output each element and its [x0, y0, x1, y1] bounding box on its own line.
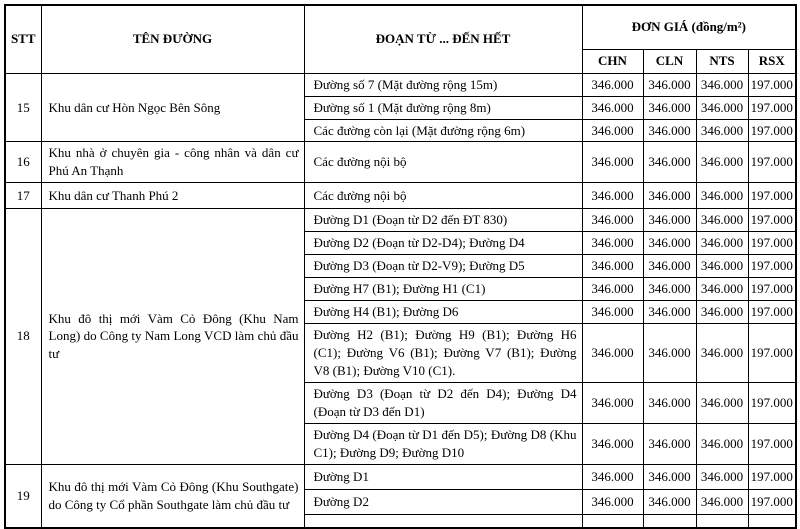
street-name-cell: Khu dân cư Hòn Ngọc Bên Sông	[41, 73, 304, 142]
land-price-table	[4, 4, 797, 529]
segment-cell: Các đường nội bộ	[304, 183, 582, 209]
price-cln-cell: 346.000	[643, 489, 696, 514]
table-row	[5, 183, 796, 209]
price-nts-cell: 346.000	[696, 324, 748, 383]
price-nts-cell: 346.000	[696, 119, 748, 142]
price-chn-cell: 346.000	[582, 423, 643, 464]
price-chn-cell: 346.000	[582, 464, 643, 489]
segment-cell: Đường H2 (B1); Đường H9 (B1); Đường H6 (C1); Đường V6 (B1); Đường V7 (B1); Đường V8 (B1); Đường V10 (C1).	[304, 324, 582, 383]
header-unit-price: ĐƠN GIÁ (đồng/m²)	[582, 5, 796, 49]
price-nts-cell: 346.000	[696, 423, 748, 464]
stt-cell: 17	[5, 183, 41, 209]
price-cln-cell: 346.000	[643, 232, 696, 255]
price-chn-cell: 346.000	[582, 73, 643, 96]
price-rsx-cell: 197.000	[748, 382, 796, 423]
price-chn-cell: 346.000	[582, 278, 643, 301]
header-nts: NTS	[696, 49, 748, 73]
header-street-name: TÊN ĐƯỜNG	[41, 5, 304, 73]
price-nts-cell: 346.000	[696, 96, 748, 119]
price-cln-cell: 346.000	[643, 119, 696, 142]
price-chn-cell: 346.000	[582, 183, 643, 209]
price-nts-cell: 346.000	[696, 489, 748, 514]
price-rsx-cell: 197.000	[748, 301, 796, 324]
price-rsx-cell: 197.000	[748, 423, 796, 464]
segment-cell: Đường D3 (Đoạn từ D2 đến D4); Đường D4 (Đoạn từ D3 đến D1)	[304, 382, 582, 423]
price-nts-cell: 346.000	[696, 232, 748, 255]
price-chn-cell	[582, 514, 643, 528]
header-rsx: RSX	[748, 49, 796, 73]
segment-cell: Đường D3 (Đoạn từ D2-V9); Đường D5	[304, 255, 582, 278]
price-nts-cell: 346.000	[696, 464, 748, 489]
segment-cell: Đường D4 (Đoạn từ D1 đến D5); Đường D8 (Khu C1); Đường D9; Đường D10	[304, 423, 582, 464]
price-chn-cell: 346.000	[582, 301, 643, 324]
segment-cell: Đường số 1 (Mặt đường rộng 8m)	[304, 96, 582, 119]
segment-cell: Các đường còn lại (Mặt đường rộng 6m)	[304, 119, 582, 142]
stt-cell: 16	[5, 142, 41, 183]
price-nts-cell	[696, 514, 748, 528]
price-nts-cell: 346.000	[696, 382, 748, 423]
street-name-cell: Khu đô thị mới Vàm Cỏ Đông (Khu Southgate) do Công ty Cổ phần Southgate làm chủ đầu tư	[41, 464, 304, 528]
price-chn-cell: 346.000	[582, 96, 643, 119]
segment-cell: Đường D2 (Đoạn từ D2-D4); Đường D4	[304, 232, 582, 255]
price-rsx-cell: 197.000	[748, 119, 796, 142]
segment-cell: Đường D1	[304, 464, 582, 489]
price-cln-cell	[643, 514, 696, 528]
table-row	[5, 209, 796, 232]
price-cln-cell: 346.000	[643, 142, 696, 183]
header-chn: CHN	[582, 49, 643, 73]
price-rsx-cell: 197.000	[748, 255, 796, 278]
price-cln-cell: 346.000	[643, 301, 696, 324]
price-rsx-cell: 197.000	[748, 142, 796, 183]
price-chn-cell: 346.000	[582, 142, 643, 183]
segment-cell: Các đường nội bộ	[304, 142, 582, 183]
price-rsx-cell: 197.000	[748, 183, 796, 209]
street-name-cell: Khu nhà ở chuyên gia - công nhân và dân cư Phú An Thạnh	[41, 142, 304, 183]
header-stt: STT	[5, 5, 41, 73]
price-rsx-cell: 197.000	[748, 209, 796, 232]
price-nts-cell: 346.000	[696, 209, 748, 232]
price-cln-cell: 346.000	[643, 96, 696, 119]
stt-cell: 18	[5, 209, 41, 464]
price-cln-cell: 346.000	[643, 278, 696, 301]
price-rsx-cell: 197.000	[748, 324, 796, 383]
price-rsx-cell: 197.000	[748, 278, 796, 301]
price-cln-cell: 346.000	[643, 255, 696, 278]
price-rsx-cell: 197.000	[748, 73, 796, 96]
table-row	[5, 142, 796, 183]
price-cln-cell: 346.000	[643, 209, 696, 232]
table-row	[5, 73, 796, 96]
price-chn-cell: 346.000	[582, 382, 643, 423]
price-rsx-cell: 197.000	[748, 489, 796, 514]
price-cln-cell: 346.000	[643, 464, 696, 489]
price-nts-cell: 346.000	[696, 301, 748, 324]
price-chn-cell: 346.000	[582, 232, 643, 255]
price-nts-cell: 346.000	[696, 73, 748, 96]
price-rsx-cell: 197.000	[748, 96, 796, 119]
table-row	[5, 464, 796, 489]
segment-cell: Đường số 7 (Mặt đường rộng 15m)	[304, 73, 582, 96]
price-cln-cell: 346.000	[643, 73, 696, 96]
segment-cell: Đường D1 (Đoạn từ D2 đến ĐT 830)	[304, 209, 582, 232]
price-cln-cell: 346.000	[643, 423, 696, 464]
price-nts-cell: 346.000	[696, 255, 748, 278]
price-cln-cell: 346.000	[643, 324, 696, 383]
price-chn-cell: 346.000	[582, 119, 643, 142]
segment-cell	[304, 514, 582, 528]
price-chn-cell: 346.000	[582, 489, 643, 514]
stt-cell: 19	[5, 464, 41, 528]
price-rsx-cell: 197.000	[748, 464, 796, 489]
price-chn-cell: 346.000	[582, 324, 643, 383]
segment-cell: Đường H7 (B1); Đường H1 (C1)	[304, 278, 582, 301]
price-chn-cell: 346.000	[582, 255, 643, 278]
price-nts-cell: 346.000	[696, 142, 748, 183]
price-rsx-cell	[748, 514, 796, 528]
header-row-1	[5, 5, 796, 49]
street-name-cell: Khu dân cư Thanh Phú 2	[41, 183, 304, 209]
price-chn-cell: 346.000	[582, 209, 643, 232]
header-segment: ĐOẠN TỪ ... ĐẾN HẾT	[304, 5, 582, 73]
street-name-cell: Khu đô thị mới Vàm Cỏ Đông (Khu Nam Long) do Công ty Nam Long VCD làm chủ đầu tư	[41, 209, 304, 464]
price-cln-cell: 346.000	[643, 382, 696, 423]
price-nts-cell: 346.000	[696, 278, 748, 301]
price-rsx-cell: 197.000	[748, 232, 796, 255]
segment-cell: Đường H4 (B1); Đường D6	[304, 301, 582, 324]
price-nts-cell: 346.000	[696, 183, 748, 209]
stt-cell: 15	[5, 73, 41, 142]
price-cln-cell: 346.000	[643, 183, 696, 209]
header-cln: CLN	[643, 49, 696, 73]
segment-cell: Đường D2	[304, 489, 582, 514]
